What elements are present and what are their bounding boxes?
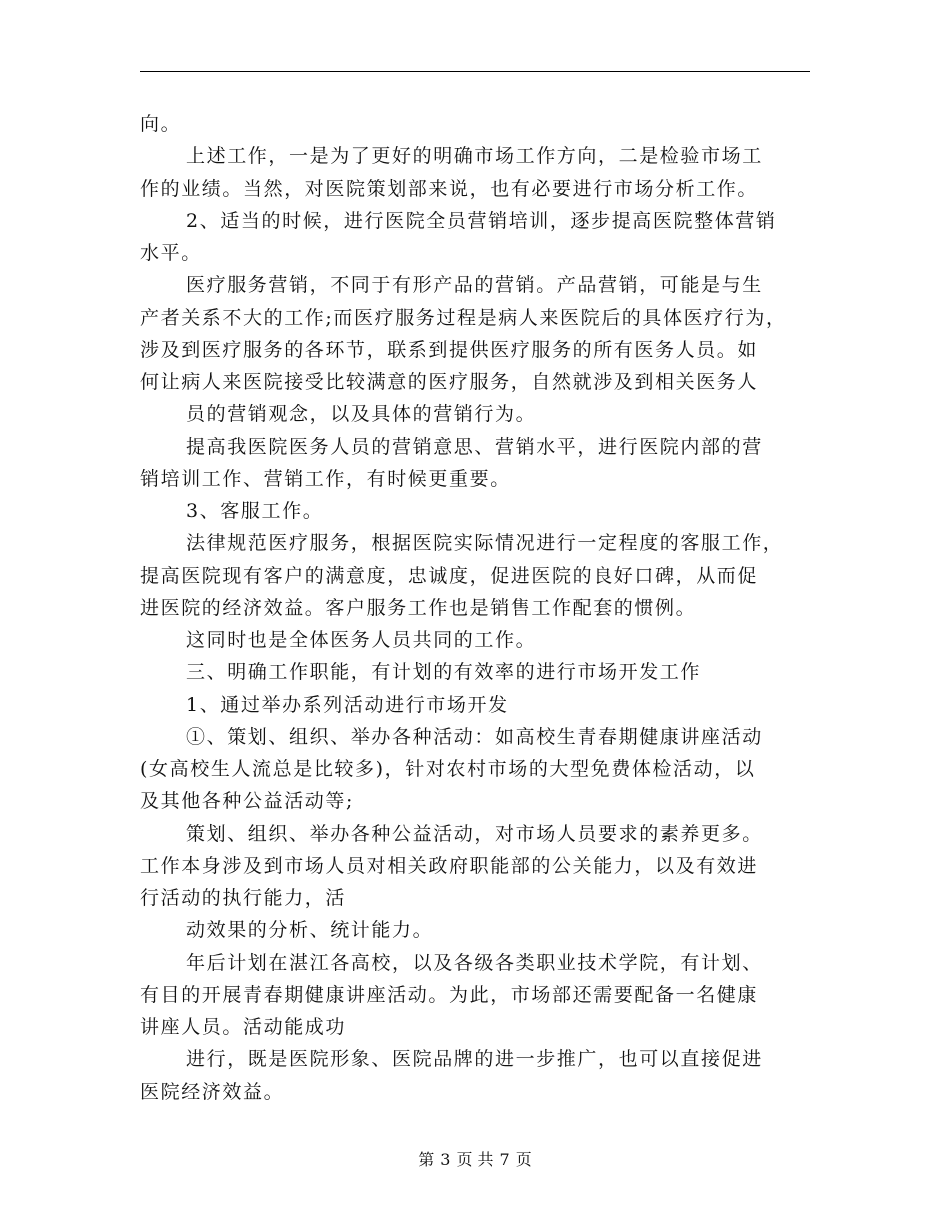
text-line: 涉及到医疗服务的各环节，联系到提供医疗服务的所有医务人员。如 xyxy=(140,338,759,361)
text-line: (女高校生人流总是比较多)，针对农村市场的大型免费体检活动，以 xyxy=(140,758,756,780)
text-line: 上述工作，一是为了更好的明确市场工作方向，二是检验市场工 xyxy=(186,145,763,168)
page-footer xyxy=(0,1147,950,1170)
text-line: 三、明确工作职能，有计划的有效率的进行市场开发工作 xyxy=(186,661,702,684)
text-line: 提高医院现有客户的满意度，忠诚度，促进医院的良好口碑，从而促 xyxy=(140,564,759,587)
footer-prefix: 第 xyxy=(418,1150,435,1169)
text-line: 策划、组织、举办各种公益活动，对市场人员要求的素养更多。 xyxy=(186,822,763,845)
document-body xyxy=(140,108,820,1108)
text-line: 向。 xyxy=(140,113,182,135)
text-line: 医疗服务营销，不同于有形产品的营销。产品营销，可能是与生 xyxy=(186,274,763,297)
text-line: 员的营销观念，以及具体的营销行为。 xyxy=(186,403,537,426)
text-line: 进行，既是医院形象、医院品牌的进一步推广，也可以直接促进 xyxy=(186,1048,763,1071)
text-line: 行活动的执行能力，活 xyxy=(140,887,347,909)
current-page-number: 3 xyxy=(440,1150,451,1169)
text-line: 何让病人来医院接受比较满意的医疗服务，自然就涉及到相关医务人 xyxy=(140,371,759,393)
text-line: 1、通过举办系列活动进行市场开发 xyxy=(186,693,509,716)
total-page-number: 7 xyxy=(499,1150,510,1169)
text-line: 讲座人员。活动能成功 xyxy=(140,1016,347,1038)
text-line: 作的业绩。当然，对医院策划部来说，也有必要进行市场分析工作。 xyxy=(140,177,759,200)
text-line: 水平。 xyxy=(140,242,202,264)
text-line: 动效果的分析、统计能力。 xyxy=(186,919,434,942)
text-line: 法律规范医疗服务，根据医院实际情况进行一定程度的客服工作， xyxy=(186,532,784,555)
text-line: 提高我医院医务人员的营销意思、营销水平，进行医院内部的营 xyxy=(186,435,763,458)
footer-middle: 页 共 xyxy=(456,1150,494,1169)
header-rule xyxy=(140,71,810,72)
text-line: 年后计划在湛江各高校，以及各级各类职业技术学院，有计划、 xyxy=(186,951,763,974)
text-line: 有目的开展青春期健康讲座活动。为此，市场部还需要配备一名健康 xyxy=(140,983,759,1006)
text-line: 产者关系不大的工作;而医疗服务过程是病人来医院后的具体医疗行为， xyxy=(140,306,787,329)
text-line: 及其他各种公益活动等; xyxy=(140,790,355,813)
text-line: 3、客服工作。 xyxy=(186,500,324,522)
text-line: 2、适当的时候，进行医院全员营销培训，逐步提高医院整体营销 xyxy=(186,209,777,232)
text-line: 进医院的经济效益。客户服务工作也是销售工作配套的惯例。 xyxy=(140,596,697,619)
text-line: 这同时也是全体医务人员共同的工作。 xyxy=(186,629,537,651)
text-line: 医院经济效益。 xyxy=(140,1080,285,1103)
text-line: 工作本身涉及到市场人员对相关政府职能部的公关能力，以及有效进 xyxy=(140,854,759,877)
footer-suffix: 页 xyxy=(515,1150,532,1169)
text-line: ①、策划、组织、举办各种活动：如高校生青春期健康讲座活动 xyxy=(186,725,763,748)
text-line: 销培训工作、营销工作，有时候更重要。 xyxy=(140,467,511,490)
